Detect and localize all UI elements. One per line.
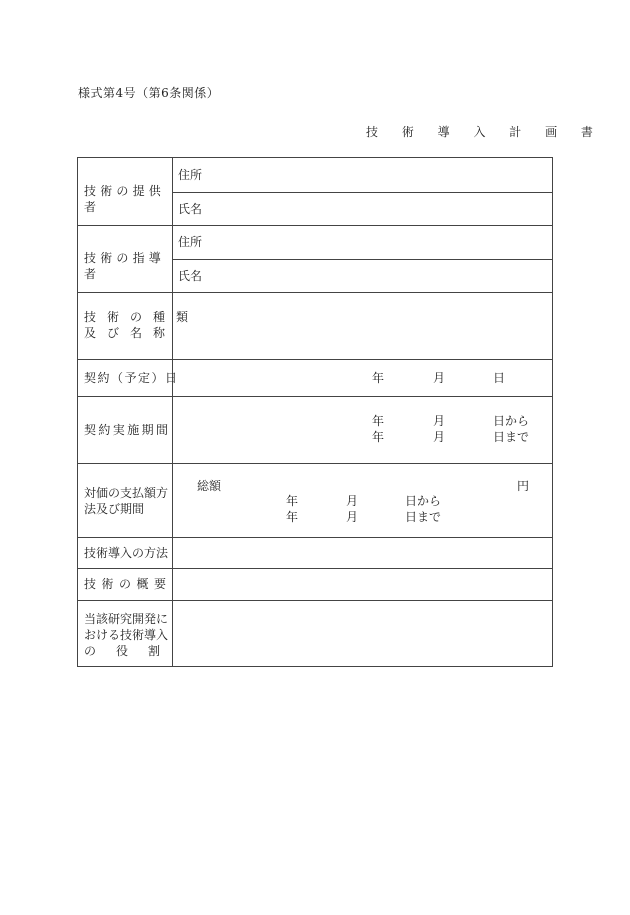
payment-end-year: 年 xyxy=(286,510,299,524)
plan-table xyxy=(77,157,553,667)
payment-start-year: 年 xyxy=(286,494,299,508)
role-label-line2: おける技術導入 xyxy=(84,628,169,642)
tech-type-label-line1: 技術の種類 xyxy=(84,310,200,324)
contract-date-year: 年 xyxy=(372,371,385,385)
period-start-month: 月 xyxy=(433,414,446,428)
contract-period-label: 契約実施期間 xyxy=(84,423,171,437)
period-end-month: 月 xyxy=(433,430,446,444)
period-end-year: 年 xyxy=(372,430,385,444)
row-divider xyxy=(78,396,552,397)
row-divider xyxy=(78,463,552,464)
instructor-name-label: 氏名 xyxy=(178,269,203,283)
period-start-from: 日から xyxy=(493,414,530,428)
period-end-until: 日まで xyxy=(493,430,530,444)
provider-label xyxy=(84,183,168,215)
role-label-line3: の役割 xyxy=(84,644,181,658)
payment-end-until: 日まで xyxy=(405,510,442,524)
column-divider xyxy=(172,158,173,666)
form-number: 様式第4号（第6条関係） xyxy=(78,86,220,100)
row-divider xyxy=(78,292,552,293)
row-divider xyxy=(172,192,552,193)
payment-label-line2: 法及び期間 xyxy=(84,502,145,516)
payment-label-line1: 対価の支払額方 xyxy=(84,486,169,500)
overview-label: 技術の概要 xyxy=(84,577,172,591)
provider-address-label: 住所 xyxy=(178,168,203,182)
role-label-line1: 当該研究開発に xyxy=(84,612,169,626)
period-start-year: 年 xyxy=(372,414,385,428)
row-divider xyxy=(78,225,552,226)
instructor-label xyxy=(84,250,168,282)
contract-date-day: 日 xyxy=(493,371,506,385)
payment-total-label: 総額 xyxy=(197,479,222,493)
row-divider xyxy=(78,537,552,538)
method-label: 技術導入の方法 xyxy=(84,546,169,560)
row-divider xyxy=(78,359,552,360)
row-divider xyxy=(172,259,552,260)
label-text: 技術の提供者 xyxy=(84,184,166,214)
tech-type-label-line2: 及び名称 xyxy=(84,326,177,340)
payment-yen: 円 xyxy=(517,479,530,493)
contract-date-label: 契約（予定）日 xyxy=(84,371,179,385)
label-text: 技術の指導者 xyxy=(84,251,166,281)
provider-name-label: 氏名 xyxy=(178,202,203,216)
document-title: 技 術 導 入 計 画 書 xyxy=(366,125,603,139)
row-divider xyxy=(78,600,552,601)
payment-start-month: 月 xyxy=(346,494,359,508)
instructor-address-label: 住所 xyxy=(178,235,203,249)
row-divider xyxy=(78,568,552,569)
contract-date-month: 月 xyxy=(433,371,446,385)
payment-end-month: 月 xyxy=(346,510,359,524)
payment-start-from: 日から xyxy=(405,494,442,508)
